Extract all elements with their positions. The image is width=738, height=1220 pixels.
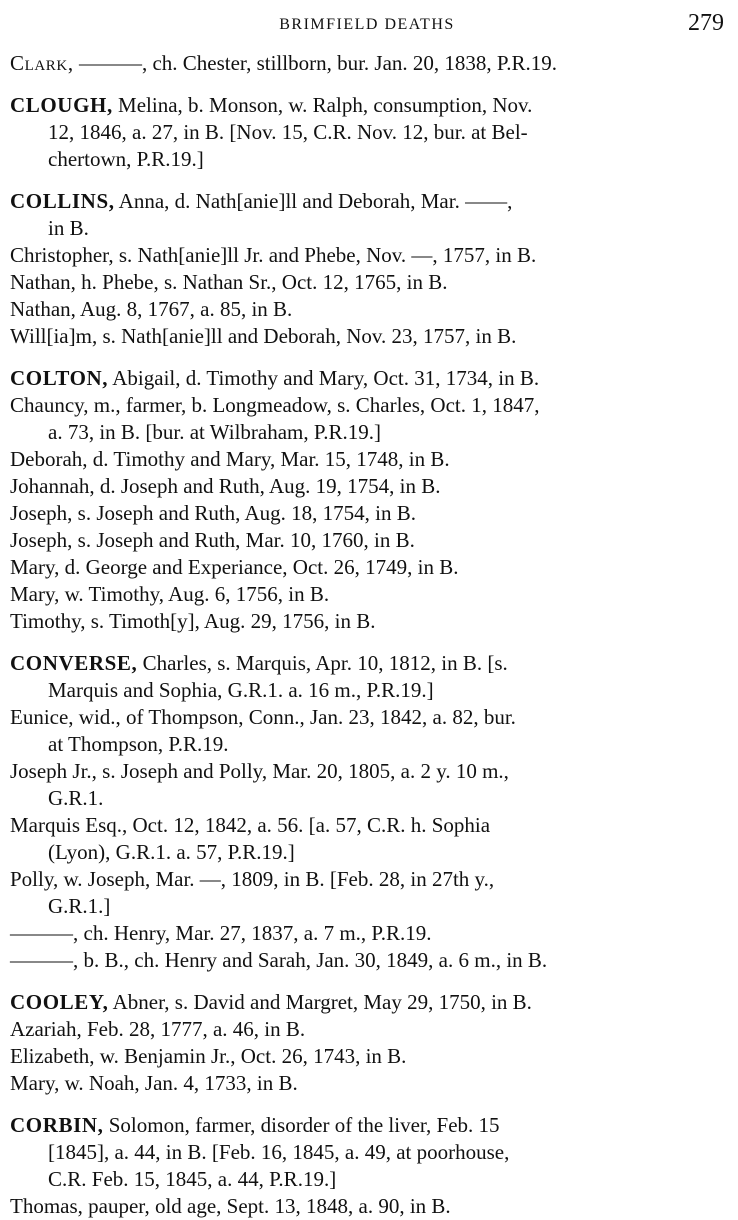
record-entry: [10, 500, 724, 527]
entry-text-line: Johannah, d. Joseph and Ruth, Aug. 19, 1754, in B.: [10, 474, 441, 498]
entry-text-line: Nathan, h. Phebe, s. Nathan Sr., Oct. 12, 1765, in B.: [10, 270, 448, 294]
family-group: [10, 365, 724, 635]
record-entry: [10, 1043, 724, 1070]
entry-text-line: Abigail, d. Timothy and Mary, Oct. 31, 1734, in B.: [108, 366, 540, 390]
entry-text-line: Will[ia]m, s. Nath[anie]ll and Deborah, Nov. 23, 1757, in B.: [10, 324, 517, 348]
entry-text-line: Marquis and Sophia, G.R.1. a. 16 m., P.R.19.]: [48, 678, 434, 702]
entry-text-line: in B.: [48, 216, 89, 240]
entry-text-line: Solomon, farmer, disorder of the liver, Feb. 15: [103, 1113, 500, 1137]
entry-text-line: Mary, w. Timothy, Aug. 6, 1756, in B.: [10, 582, 330, 606]
entry-text-line: Charles, s. Marquis, Apr. 10, 1812, in B. [s.: [137, 651, 508, 675]
record-entry: [10, 650, 724, 704]
record-entry: [10, 188, 724, 242]
family-group: [10, 650, 724, 974]
entry-text-line: Melina, b. Monson, w. Ralph, consumption, Nov.: [112, 93, 533, 117]
record-entry: [10, 527, 724, 554]
record-entry: [10, 365, 724, 392]
entry-text-line: C.R. Feb. 15, 1845, a. 44, P.R.19.]: [48, 1167, 337, 1191]
entry-text-line: Anna, d. Nath[anie]ll and Deborah, Mar. ——,: [114, 189, 513, 213]
page-number: 279: [688, 10, 724, 36]
record-entry: [10, 866, 724, 920]
record-entry: [10, 446, 724, 473]
surname-heading: COLTON,: [10, 366, 109, 390]
record-entry: [10, 296, 724, 323]
record-entry: [10, 50, 724, 77]
entry-text-line: Mary, w. Noah, Jan. 4, 1733, in B.: [10, 1071, 298, 1095]
record-entry: [10, 1070, 724, 1097]
entry-text-line: Nathan, Aug. 8, 1767, a. 85, in B.: [10, 297, 293, 321]
entry-text-line: Chauncy, m., farmer, b. Longmeadow, s. Charles, Oct. 1, 1847,: [10, 393, 540, 417]
entry-text-line: G.R.1.: [48, 786, 104, 810]
entry-text-line: G.R.1.]: [48, 894, 111, 918]
entry-text-line: ———, b. B., ch. Henry and Sarah, Jan. 30, 1849, a. 6 m., in B.: [10, 948, 548, 972]
surname-heading: CONVERSE,: [10, 651, 138, 675]
entry-text-line: a. 73, in B. [bur. at Wilbraham, P.R.19.]: [48, 420, 381, 444]
entry-text-line: Thomas, pauper, old age, Sept. 13, 1848, a. 90, in B.: [10, 1194, 451, 1218]
record-entry: [10, 608, 724, 635]
entry-text-line: at Thompson, P.R.19.: [48, 732, 229, 756]
entry-text-line: Mary, d. George and Experiance, Oct. 26, 1749, in B.: [10, 555, 459, 579]
entry-text-line: Christopher, s. Nath[anie]ll Jr. and Phebe, Nov. —, 1757, in B.: [10, 243, 537, 267]
record-entry: [10, 473, 724, 500]
entry-text-line: Polly, w. Joseph, Mar. —, 1809, in B. [Feb. 28, in 27th y.,: [10, 867, 495, 891]
record-entry: [10, 242, 724, 269]
record-entry: [10, 581, 724, 608]
record-entry: [10, 1016, 724, 1043]
record-entry: [10, 758, 724, 812]
record-entry: [10, 392, 724, 446]
family-group: [10, 92, 724, 173]
family-group: [10, 188, 724, 350]
family-group: [10, 1112, 724, 1220]
entry-text-line: Azariah, Feb. 28, 1777, a. 46, in B.: [10, 1017, 306, 1041]
surname-heading: COOLEY,: [10, 990, 109, 1014]
record-entry: [10, 1112, 724, 1193]
entry-text-line: 12, 1846, a. 27, in B. [Nov. 15, C.R. Nov. 12, bur. at Bel-: [48, 120, 528, 144]
surname-heading: CORBIN,: [10, 1113, 104, 1137]
entry-text-line: Elizabeth, w. Benjamin Jr., Oct. 26, 1743, in B.: [10, 1044, 407, 1068]
entry-text-line: chertown, P.R.19.]: [48, 147, 204, 171]
entry-text-line: Abner, s. David and Margret, May 29, 1750, in B.: [108, 990, 532, 1014]
entry-text-line: Deborah, d. Timothy and Mary, Mar. 15, 1748, in B.: [10, 447, 450, 471]
record-entry: [10, 704, 724, 758]
family-group: [10, 989, 724, 1097]
entry-text-line: Eunice, wid., of Thompson, Conn., Jan. 23, 1842, a. 82, bur.: [10, 705, 516, 729]
record-entry: [10, 269, 724, 296]
entry-text-line: Timothy, s. Timoth[y], Aug. 29, 1756, in B.: [10, 609, 376, 633]
record-entry: [10, 920, 724, 947]
surname-heading: Clark,: [10, 51, 74, 75]
entry-text-line: [1845], a. 44, in B. [Feb. 16, 1845, a. 49, at poorhouse,: [48, 1140, 510, 1164]
entry-text-line: Joseph Jr., s. Joseph and Polly, Mar. 20, 1805, a. 2 y. 10 m.,: [10, 759, 509, 783]
record-entry: [10, 989, 724, 1016]
entry-text-line: ———, ch. Henry, Mar. 27, 1837, a. 7 m., P.R.19.: [10, 921, 432, 945]
record-entry: [10, 1193, 724, 1220]
surname-heading: CLOUGH,: [10, 93, 113, 117]
running-head: [10, 10, 724, 40]
entry-text-line: Joseph, s. Joseph and Ruth, Aug. 18, 1754, in B.: [10, 501, 417, 525]
record-list: [10, 50, 724, 1220]
entry-text-line: ———, ch. Chester, stillborn, bur. Jan. 20, 1838, P.R.19.: [73, 51, 558, 75]
entry-text-line: Marquis Esq., Oct. 12, 1842, a. 56. [a. 57, C.R. h. Sophia: [10, 813, 491, 837]
record-entry: [10, 812, 724, 866]
family-group: [10, 50, 724, 77]
surname-heading: COLLINS,: [10, 189, 115, 213]
entry-text-line: Joseph, s. Joseph and Ruth, Mar. 10, 1760, in B.: [10, 528, 415, 552]
record-entry: [10, 92, 724, 173]
running-title: BRIMFIELD DEATHS: [279, 16, 455, 33]
entry-text-line: (Lyon), G.R.1. a. 57, P.R.19.]: [48, 840, 295, 864]
record-entry: [10, 554, 724, 581]
record-entry: [10, 323, 724, 350]
record-entry: [10, 947, 724, 974]
